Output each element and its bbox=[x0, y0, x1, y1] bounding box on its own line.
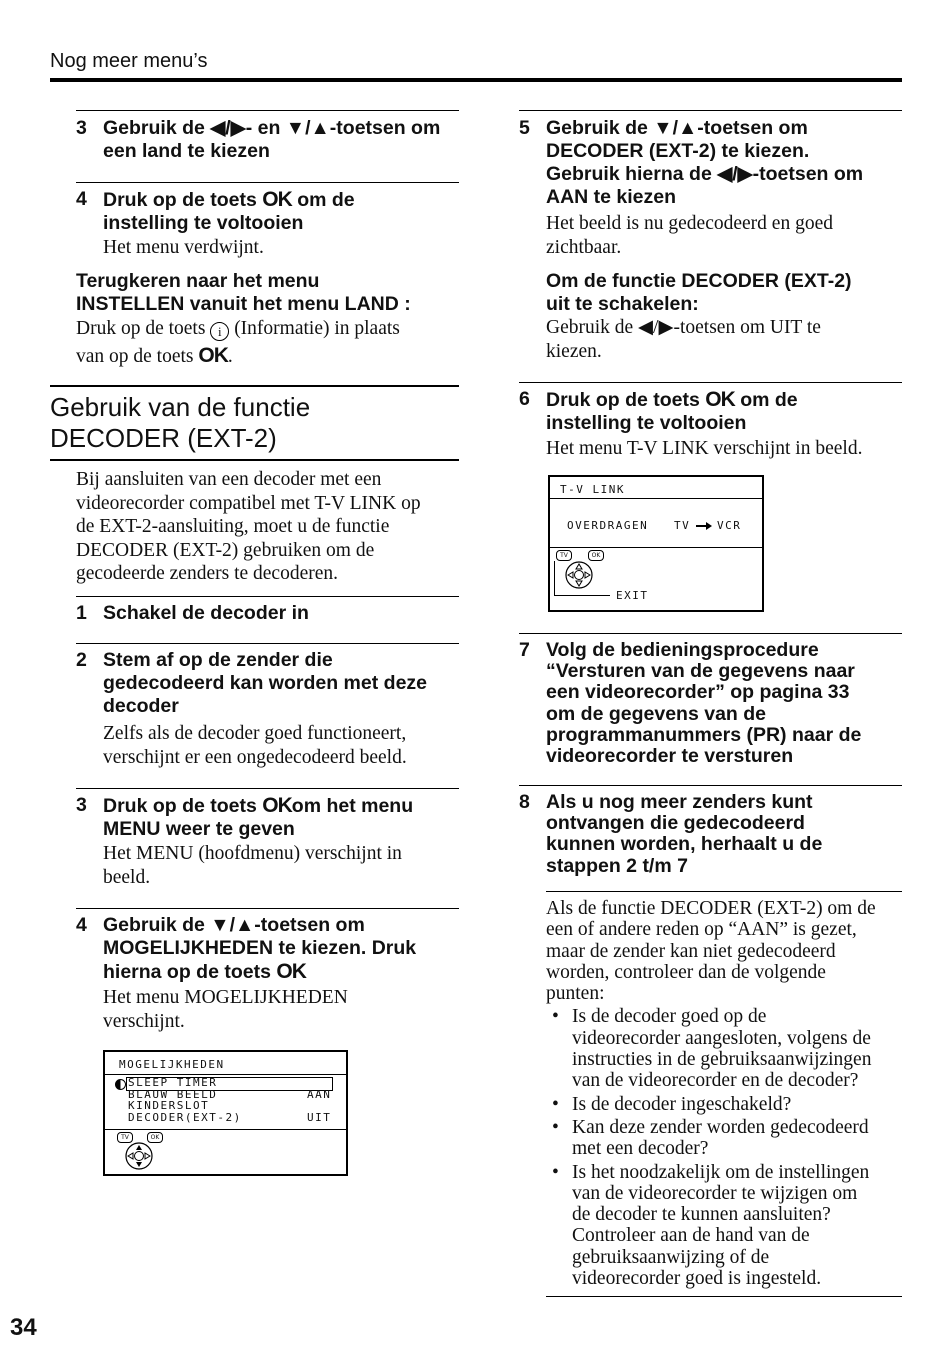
tv-link-screen bbox=[548, 475, 764, 612]
checklist bbox=[546, 1006, 906, 1289]
step-body: Het menu T-V LINK verschijnt in beeld. bbox=[546, 438, 863, 459]
ok-key-icon: OK bbox=[262, 188, 292, 211]
divider bbox=[76, 596, 459, 597]
list-item: • Kan deze zender worden gedecodeerd met een decoder? bbox=[546, 1117, 906, 1160]
tv-button-icon: TV bbox=[117, 1132, 133, 1143]
section-rule-top bbox=[50, 385, 459, 387]
step-line: Gebruik de ◀/▶- en ▼/▲-toetsen om bbox=[103, 117, 441, 139]
divider bbox=[76, 643, 459, 644]
transfer-to: VCR bbox=[717, 519, 742, 532]
ok-key-icon: OK bbox=[705, 388, 735, 411]
screen-title: T-V LINK bbox=[560, 483, 625, 496]
step-body: Het MENU (hoofdmenu) verschijnt in beeld. bbox=[103, 843, 402, 888]
menu-item: SLEEP TIMER bbox=[128, 1076, 218, 1089]
options-menu-screen bbox=[103, 1050, 348, 1176]
menu-item: BLAUW BEELD bbox=[128, 1087, 218, 1101]
step-body: Het menu verdwijnt. bbox=[103, 237, 264, 258]
step-body: Zelfs als de decoder goed functioneert, verschijnt er een ongedecodeerd beeld. bbox=[103, 723, 407, 768]
menu-item-value: UIT bbox=[307, 1111, 332, 1124]
running-header: Nog meer menu’s bbox=[50, 50, 208, 72]
page-number: 34 bbox=[10, 1314, 37, 1341]
divider bbox=[76, 182, 459, 183]
divider bbox=[76, 110, 459, 111]
divider bbox=[519, 633, 902, 634]
troubleshooting-note: Als de functie DECODER (EXT-2) om de een of andere reden op “AAN” is gezet, maar de zender kan niet gedecodeerd worden, controleer dan de volgende punten: • Is de decoder goed op de videorecorder aangesloten, volgens de instructies in de gebruiksaanwijzingen van de videorecorder en de decoder? • Is de decoder ingeschakeld? • Kan deze zender worden gedecodeerd met een decoder? • Is het noodzakelijk om de instellingen van de videorecorder te wijzigen om de decoder te kunnen aansluiten? Controleer aan de hand van de gebruiksaanwijzing of de videorecorder goed is ingesteld. bbox=[546, 898, 906, 1289]
menu-item: KINDERSLOT bbox=[128, 1099, 210, 1112]
note-rule-top bbox=[546, 891, 902, 892]
navigation-pad-icon bbox=[122, 1142, 156, 1170]
step-line: een land te kiezen bbox=[103, 140, 270, 162]
arrow-right-icon bbox=[695, 521, 713, 531]
list-item: • Is de decoder ingeschakeld? bbox=[546, 1094, 906, 1115]
divider bbox=[76, 908, 459, 909]
divider bbox=[519, 382, 902, 383]
screen-rule bbox=[105, 1074, 346, 1075]
navigation-pad-icon bbox=[562, 561, 596, 589]
section-intro: Bij aansluiten van een decoder met een videorecorder compatibel met T-V LINK op de EXT-2-aansluiting, moet u de functie DECODER (EXT-2) gebruiken om de gecodeerde zenders te decoderen. bbox=[76, 469, 421, 584]
section-rule-bottom bbox=[50, 459, 459, 461]
info-icon: i bbox=[210, 322, 229, 341]
ok-key-icon: OK bbox=[262, 794, 292, 817]
screen-rule bbox=[550, 547, 762, 548]
menu-item: DECODER(EXT-2) bbox=[128, 1110, 242, 1124]
bracket-line bbox=[554, 595, 610, 596]
list-item: • Is de decoder goed op de videorecorder aangesloten, volgens de instructies in de gebruiksaanwijzingen van de videorecorder en de decoder? bbox=[546, 1006, 906, 1091]
ok-key-icon: OK bbox=[276, 960, 306, 983]
list-item: • Is het noodzakelijk om de instellingen van de videorecorder te wijzigen om de decoder te kunnen aansluiten? Controleer aan de hand van de gebruiksaanwijzing of de videorecorder goed is ingesteld. bbox=[546, 1162, 906, 1290]
step-body: Het menu MOGELIJKHEDEN verschijnt. bbox=[103, 987, 348, 1032]
divider bbox=[519, 785, 902, 786]
off-heading: Om de functie DECODER (EXT-2) uit te schakelen: bbox=[546, 270, 852, 315]
tv-button-icon: TV bbox=[556, 550, 572, 561]
exit-label: EXIT bbox=[616, 589, 649, 602]
return-heading: Terugkeren naar het menu INSTELLEN vanuit het menu LAND : bbox=[76, 270, 411, 315]
off-body: Gebruik de ◀/▶-toetsen om UIT te kiezen. bbox=[546, 317, 821, 362]
section-title: Gebruik van de functie DECODER (EXT-2) bbox=[50, 392, 311, 453]
menu-item-value: AAN bbox=[307, 1088, 332, 1101]
screen-rule bbox=[550, 498, 762, 499]
screen-rule bbox=[105, 1129, 346, 1130]
transfer-item: OVERDRAGEN bbox=[567, 519, 649, 532]
divider bbox=[519, 110, 902, 111]
return-body: Druk op de toets i (Informatie) in plaats van op de toets OK. bbox=[76, 318, 400, 367]
step-body: Het beeld is nu gedecodeerd en goed zichtbaar. bbox=[546, 213, 833, 258]
note-rule-bottom bbox=[546, 1296, 902, 1297]
selector-icon bbox=[115, 1079, 126, 1090]
divider bbox=[76, 788, 459, 789]
header-rule bbox=[50, 78, 902, 82]
ok-button-icon: OK bbox=[147, 1132, 163, 1143]
bracket-line bbox=[554, 561, 555, 595]
screen-title: MOGELIJKHEDEN bbox=[119, 1058, 225, 1071]
ok-button-icon: OK bbox=[588, 550, 604, 561]
ok-key-icon: OK bbox=[198, 344, 228, 367]
transfer-from: TV bbox=[674, 519, 691, 532]
